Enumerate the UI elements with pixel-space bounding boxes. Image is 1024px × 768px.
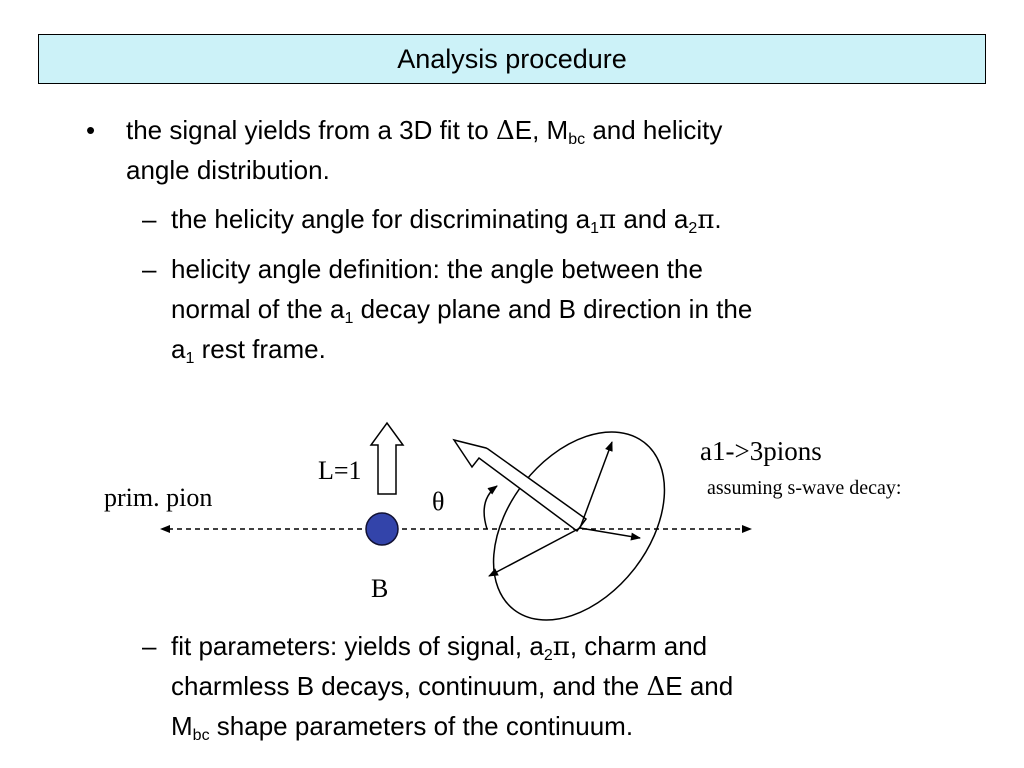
subscript-1: 1	[185, 350, 195, 367]
bullet1-line2: angle distribution.	[126, 155, 330, 185]
pi-symbol: π	[697, 205, 715, 235]
dash1-text-c: .	[714, 204, 722, 234]
dash3-text-a: fit parameters: yields of signal, a	[171, 631, 544, 661]
dash3-line1	[171, 626, 707, 667]
subscript-bc: bc	[568, 131, 586, 148]
subscript-bc: bc	[192, 727, 210, 744]
bullet1-text-c: and helicity	[585, 115, 723, 145]
dash-marker: –	[142, 254, 157, 284]
dash3-line3	[171, 706, 633, 746]
axis-arrowhead-right	[742, 525, 752, 533]
dash3-text-e: M	[171, 711, 193, 741]
dash3-text-c: charmless B decays, continuum, and the	[171, 671, 647, 701]
label-a1-decay: a1->3pions	[700, 436, 822, 466]
dash2-text-c: a	[171, 334, 186, 364]
dash1-text-a: the helicity angle for discriminating a	[171, 204, 591, 234]
dash-marker: –	[142, 204, 157, 234]
bullet-marker: •	[86, 115, 96, 145]
subscript-2: 2	[543, 647, 553, 664]
slide-title-text: Analysis procedure	[397, 43, 627, 74]
label-l-equals-1: L=1	[318, 456, 362, 485]
normal-vector-arrow	[454, 440, 586, 531]
dash2-text-b: decay plane and B direction in the	[353, 294, 753, 324]
subscript-1: 1	[344, 310, 354, 327]
subscript-1: 1	[590, 220, 600, 237]
pi-symbol: π	[552, 632, 570, 662]
b-meson-ball	[366, 513, 398, 545]
label-theta: θ	[432, 487, 445, 516]
dash2-text-d: rest frame.	[194, 334, 326, 364]
dash3-text-f: shape parameters of the continuum.	[209, 711, 634, 741]
dash2-text-a: normal of the a	[171, 294, 345, 324]
dash1-text-b: and a	[616, 204, 689, 234]
label-s-wave: assuming s-wave decay:	[707, 477, 902, 499]
label-prim-pion: prim. pion	[104, 483, 213, 512]
pion-vector-up	[580, 442, 612, 528]
axis-arrowhead-left	[160, 525, 170, 533]
label-b-meson: B	[371, 574, 389, 603]
bullet1-text-b: E, M	[514, 115, 569, 145]
theta-angle-arc	[484, 486, 497, 529]
dash2-line1: helicity angle definition: the angle between the	[171, 254, 703, 284]
dash-marker: –	[142, 631, 157, 661]
dash3-text-b: , charm and	[569, 631, 708, 661]
subscript-2: 2	[688, 220, 698, 237]
dash3-line2	[171, 666, 733, 707]
bullet1-text-a: the signal yields from a 3D fit to	[126, 115, 496, 145]
pi-symbol: π	[599, 205, 617, 235]
delta-symbol: Δ	[495, 116, 515, 146]
angular-momentum-arrow	[371, 423, 403, 494]
pion-vector-down-left	[489, 528, 580, 576]
dash3-text-d: E and	[665, 671, 734, 701]
delta-symbol: Δ	[646, 672, 666, 702]
